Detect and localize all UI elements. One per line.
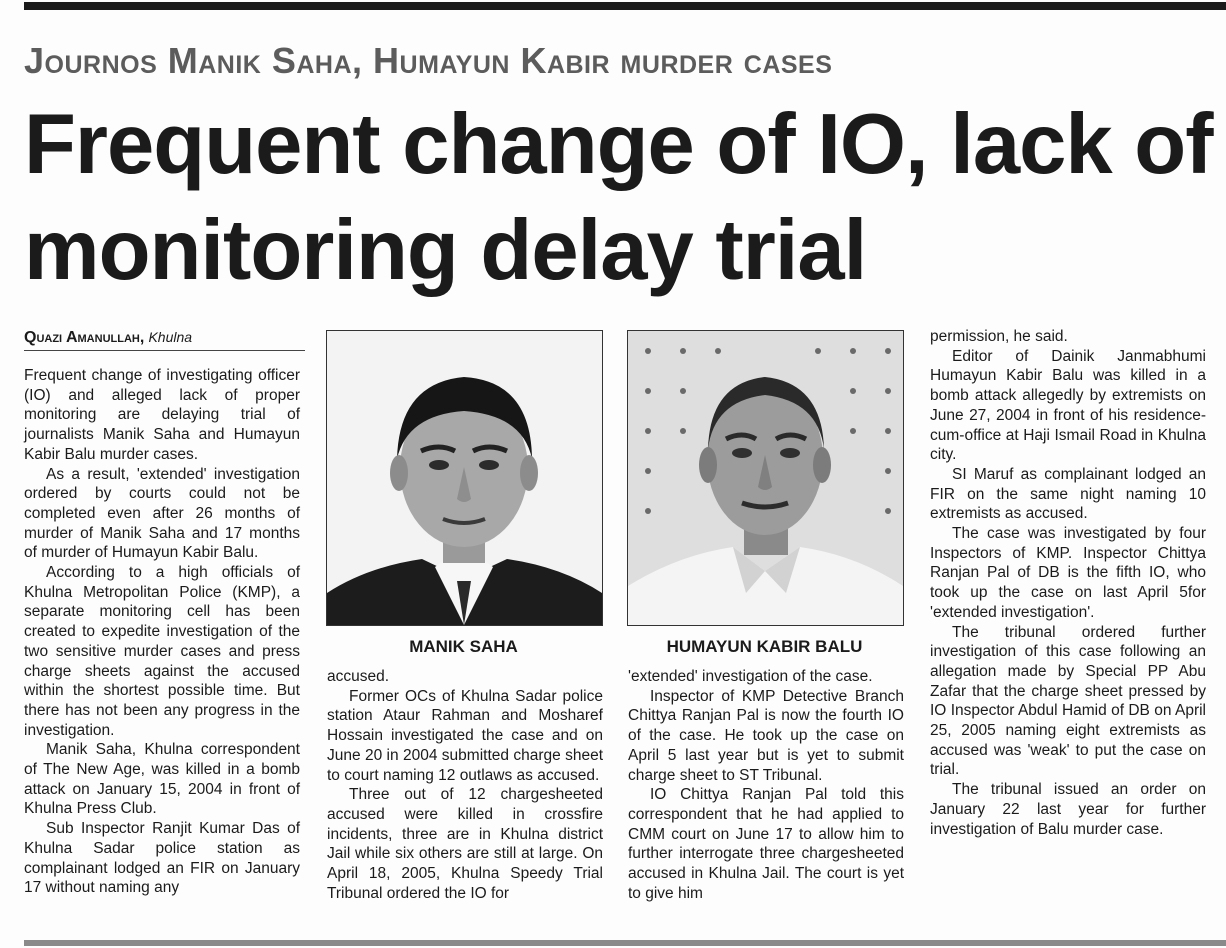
paragraph: The tribunal ordered further investigation of this case following an allegation made by Special PP Abu Zafar that the charge sheet pressed by IO Inspector Abdul Hamid of DB on April 25, 2005 naming eight extremists as accused was 'weak' to put the case on trial. (930, 623, 1206, 779)
paragraph: SI Maruf as complainant lodged an FIR on the same night naming 10 extremists as accused. (930, 465, 1206, 523)
paragraph: As a result, 'extended' investigation ordered by courts could not be completed even after 26 months of murder of Manik Saha and 17 months of murder of Humayun Kabir Balu. (24, 465, 300, 562)
paragraph: 'extended' investigation of the case. (628, 668, 873, 685)
paragraph: According to a high officials of Khulna Metropolitan Police (KMP), a separate monitoring cell has been created to expedite investigation of the two sensitive murder cases and press charge sheets against the accused within the shortest possible time. But there has not been any progress in the investigation. (24, 564, 300, 739)
paragraph: permission, he said. (930, 328, 1068, 345)
photo-caption: MANIK SAHA (409, 637, 518, 656)
paragraph: Frequent change of investigating officer (IO) and alleged lack of proper monitoring are delaying trial of journalists Manik Saha and Humayun Kabir Balu murder cases. (24, 367, 300, 463)
paragraph: Inspector of KMP Detective Branch Chittya Ranjan Pal is now the fourth IO of the case. He took up the case on April 5 last year but is yet to submit charge sheet to ST Tribunal. (628, 687, 904, 784)
byline-author: Quazi Amanullah, (24, 329, 145, 346)
paragraph: Editor of Dainik Janmabhumi Humayun Kabir Balu was killed in a bomb attack allegedly by extremists on June 27, 2004 in front of his residence-cum-office at Haji Ismail Road in Khulna city. (930, 347, 1206, 464)
bottom-rule (24, 940, 1226, 946)
portrait-image (327, 331, 602, 625)
paragraph: IO Chittya Ranjan Pal told this correspondent that he had applied to CMM court on June 17 to allow him to further interrogate three chargesheeted accused in Khulna Jail. The court is yet to give him (628, 786, 904, 902)
paragraph: The tribunal issued an order on January 22 last year for further investigation of Balu murder case. (930, 781, 1206, 838)
photo-caption: HUMAYUN KABIR BALU (666, 637, 863, 656)
paragraph: Manik Saha, Khulna correspondent of The New Age, was killed in a bomb attack on January 15, 2004 in front of Khulna Press Club. (24, 741, 300, 818)
article-column-3 (628, 667, 904, 903)
kicker: Journos Manik Saha, Humayun Kabir murder cases (24, 40, 833, 81)
article-column-2 (327, 667, 603, 903)
headline: Frequent change of IO, lack of monitoring delay trial (24, 97, 1213, 298)
paragraph: Former OCs of Khulna Sadar police station Ataur Rahman and Mosharef Hossain investigated the case and on June 20 in 2004 submitted charge sheet to court naming 12 outlaws as accused. (327, 687, 603, 784)
paragraph: accused. (327, 668, 390, 685)
article-column-1 (24, 366, 300, 898)
photo-manik-saha (326, 330, 603, 626)
byline (24, 326, 305, 351)
photo-humayun-kabir-balu (627, 330, 904, 626)
paragraph: Three out of 12 chargesheeted accused were killed in crossfire incidents, three are in Khulna district Jail while six others are still at large. On April 18, 2005, Khulna Speedy Trial Tribunal ordered the IO for (327, 786, 603, 902)
paragraph: The case was investigated by four Inspectors of KMP. Inspector Chittya Ranjan Pal of DB is the fifth IO, who took up the case on last April 5for 'extended investigation'. (930, 525, 1206, 621)
top-rule (24, 2, 1226, 10)
byline-place: Khulna (148, 329, 193, 345)
article-column-4 (930, 327, 1206, 839)
paragraph: Sub Inspector Ranjit Kumar Das of Khulna Sadar police station as complainant lodged an FIR on January 17 without naming any (24, 820, 300, 897)
portrait-image (628, 331, 903, 625)
